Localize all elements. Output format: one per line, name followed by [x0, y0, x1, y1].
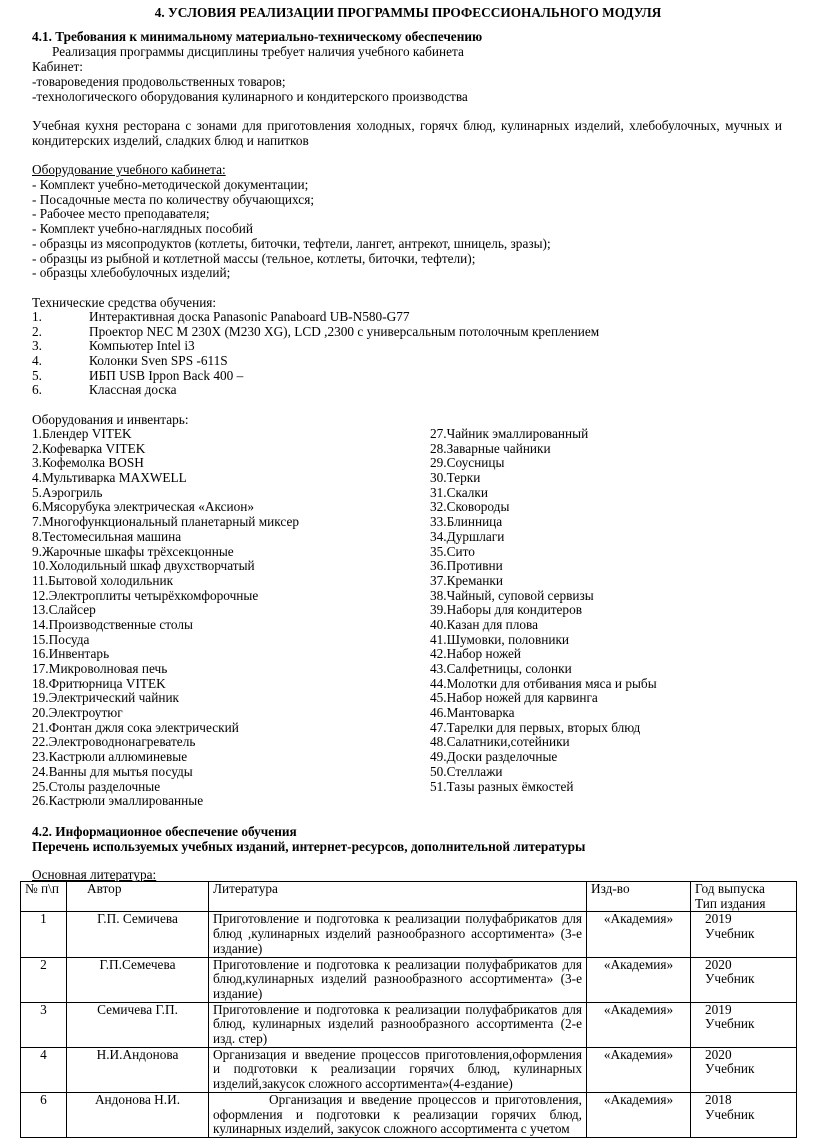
list-item: 29.Соусницы — [430, 455, 505, 471]
cell-edition-type: Учебник — [705, 1016, 755, 1032]
section-4-1-heading: 4.1. Требования к минимальному материально-техническому обеспечению — [32, 29, 483, 44]
cell-publisher: «Академия» — [587, 912, 691, 957]
list-text: Колонки Sven SPS -611S — [89, 353, 228, 369]
header-literature: Литература — [209, 882, 587, 912]
table-row — [21, 1002, 797, 1047]
page-title: 4. УСЛОВИЯ РЕАЛИЗАЦИИ ПРОГРАММЫ ПРОФЕССИОНАЛЬНОГО МОДУЛЯ — [154, 5, 662, 20]
list-item: 11.Бытовой холодильник — [32, 572, 174, 588]
cell-num: 6 — [21, 1092, 67, 1137]
cell-year — [691, 1092, 797, 1137]
list-item: 50.Стеллажи — [430, 763, 503, 779]
list-item: 30.Терки — [430, 470, 481, 486]
header-year-line2: Тип издания — [695, 895, 766, 911]
list-item: 4.Мультиварка MAXWELL — [32, 470, 187, 486]
cell-author: Андонова Н.И. — [67, 1092, 209, 1137]
list-item: 40.Казан для плова — [430, 616, 539, 632]
list-text: ИБП USB Ippon Back 400 – — [89, 367, 244, 383]
list-number: 5. — [32, 367, 42, 383]
list-item: 45.Набор ножей для карвинга — [430, 690, 598, 706]
kitchen-text: Учебная кухня ресторана с зонами для приготовления холодных, горячх блюд, кулинарных изделий, хлебобулочных, мучных и кондитерских изделий, сладких блюд и напитков — [32, 118, 782, 148]
cell-num: 4 — [21, 1047, 67, 1092]
list-item: 38.Чайный, суповой сервизы — [430, 587, 594, 603]
list-item — [32, 339, 599, 354]
cell-year-value: 2019 — [705, 1001, 732, 1017]
list-item: 18.Фритюрница VITEK — [32, 675, 166, 691]
list-text: Компьютер Intel i3 — [89, 338, 195, 354]
cell-publisher: «Академия» — [587, 1047, 691, 1092]
cell-publisher: «Академия» — [587, 957, 691, 1002]
header-author: Автор — [67, 882, 209, 912]
list-item: - Рабочее место преподавателя; — [32, 206, 210, 222]
equipment-heading: Оборудование учебного кабинета: — [32, 162, 226, 177]
list-item: 31.Скалки — [430, 484, 488, 500]
tech-heading: Технические средства обучения: — [32, 295, 217, 310]
cabinet-item: -технологического оборудования кулинарного и кондитерского производства — [32, 89, 468, 104]
list-number: 6. — [32, 382, 42, 398]
list-item: 44.Молотки для отбивания мяса и рыбы — [430, 675, 657, 691]
cabinet-item: -товароведения продовольственных товаров; — [32, 74, 286, 89]
table-row — [21, 1092, 797, 1137]
list-item — [32, 383, 599, 398]
list-item: - образцы хлебобулочных изделий; — [32, 265, 231, 281]
list-item: 17.Микроволновая печь — [32, 661, 168, 676]
inventory-left-column — [32, 427, 299, 809]
list-item: - Комплект учебно-методической документации; — [32, 177, 309, 192]
list-item: 22.Электроводнонагреватель — [32, 734, 196, 750]
cell-num: 2 — [21, 957, 67, 1002]
list-item: - Комплект учебно-наглядных пособий — [32, 221, 254, 237]
tech-list — [32, 310, 599, 398]
list-number: 1. — [32, 309, 42, 324]
literature-table — [20, 881, 797, 1138]
list-item — [32, 369, 599, 384]
list-item: 42.Набор ножей — [430, 646, 521, 662]
list-item: 37.Креманки — [430, 572, 503, 588]
list-item — [32, 325, 599, 340]
table-row — [21, 1047, 797, 1092]
intro-text: Реализация программы дисциплины требует наличия учебного кабинета — [52, 44, 464, 59]
list-item: 39.Наборы для кондитеров — [430, 602, 583, 618]
equipment-list — [32, 178, 551, 281]
list-item: 20.Электроутюг — [32, 705, 123, 721]
table-row — [21, 957, 797, 1002]
cell-author: Г.П.Семечева — [67, 957, 209, 1002]
list-item: 7.Многофункциональный планетарный миксер — [32, 514, 300, 530]
list-item: 51.Тазы разных ёмкостей — [430, 778, 574, 794]
list-text: Классная доска — [89, 382, 177, 398]
list-number: 3. — [32, 338, 42, 354]
header-year-line1: Год выпуска — [695, 881, 765, 896]
cell-publisher: «Академия» — [587, 1002, 691, 1047]
list-item: 5.Аэрогриль — [32, 484, 103, 500]
list-item: 19.Электрический чайник — [32, 690, 180, 706]
list-item: 15.Посуда — [32, 631, 90, 647]
list-item: 23.Кастрюли аллюминевые — [32, 749, 188, 765]
table-row — [21, 912, 797, 957]
list-item: 8.Тестомесильная машина — [32, 528, 182, 544]
list-number: 2. — [32, 323, 42, 339]
list-item: 3.Кофемолка BOSH — [32, 455, 144, 471]
header-year — [691, 882, 797, 912]
list-item: - Посадочные места по количеству обучающихся; — [32, 191, 315, 207]
inventory-heading: Оборудования и инвентарь: — [32, 412, 189, 427]
list-item: 13.Слайсер — [32, 602, 96, 618]
cell-year — [691, 957, 797, 1002]
cell-author: Г.П. Семичева — [67, 912, 209, 957]
list-item: 2.Кофеварка VITEK — [32, 440, 146, 456]
list-item: 14.Производственные столы — [32, 616, 193, 632]
list-text: Интерактивная доска Panasonic Panaboard UB-N580-G77 — [89, 309, 410, 324]
list-item: 43.Салфетницы, солонки — [430, 661, 572, 676]
list-item: - образцы из рыбной и котлетной массы (тельное, котлеты, биточки, тефтели); — [32, 250, 476, 266]
list-item: 24.Ванны для мытья посуды — [32, 763, 193, 779]
cell-literature: Организация и введение процессов приготовления,оформления и подготовки к реализации горячих блюд, кулинарных изделий,закусок сложного ассортимента»(4-ездание) — [209, 1047, 587, 1092]
cell-edition-type: Учебник — [705, 1106, 755, 1122]
header-num: № п\п — [21, 882, 67, 912]
cell-literature: Приготовление и подготовка к реализации полуфабрикатов для блюд,кулинарных изделий разнообразного ассортимента» (3-е издание) — [209, 957, 587, 1002]
cell-year — [691, 1002, 797, 1047]
list-item: 1.Блендер VITEK — [32, 426, 132, 441]
section-4-2-heading: 4.2. Информационное обеспечение обучения — [32, 824, 297, 839]
basic-literature-label: Основная литература: — [32, 867, 157, 882]
list-item: 10.Холодильный шкаф двухстворчатый — [32, 558, 255, 574]
list-item: 48.Салатники,сотейники — [430, 734, 570, 750]
list-item: 33.Блинница — [430, 514, 503, 530]
cell-edition-type: Учебник — [705, 971, 755, 987]
list-text: Проектор NEC M 230X (M230 XG), LCD ,2300 с универсальным потолочным креплением — [89, 323, 600, 339]
list-item: 47.Тарелки для первых, вторых блюд — [430, 719, 641, 735]
list-item: 34.Дуршлаги — [430, 528, 505, 544]
cell-literature: Приготовление и подготовка к реализации полуфабрикатов для блюд ,кулинарных изделий разнообразного ассортимента» (3-е издание) — [209, 912, 587, 957]
list-item: 36.Противни — [430, 558, 503, 574]
list-item: 27.Чайник эмаллированный — [430, 426, 589, 441]
list-item — [32, 310, 599, 325]
cell-author: Н.И.Андонова — [67, 1047, 209, 1092]
list-item: 25.Столы разделочные — [32, 778, 161, 794]
list-item: 12.Электроплиты четырёхкомфорочные — [32, 587, 259, 603]
cell-author: Семичева Г.П. — [67, 1002, 209, 1047]
header-publisher: Изд-во — [587, 882, 691, 912]
inventory-right-column — [430, 427, 657, 794]
list-item: 41.Шумовки, половники — [430, 631, 570, 647]
list-number: 4. — [32, 353, 42, 369]
list-item: - образцы из мясопродуктов (котлеты, биточки, тефтели, лангет, антрекот, шницель, зразы); — [32, 235, 551, 251]
list-item: 9.Жарочные шкафы трёхсекцонные — [32, 543, 234, 559]
cell-year-value: 2018 — [705, 1091, 732, 1107]
list-item: 16.Инвентарь — [32, 646, 110, 662]
table-header-row — [21, 882, 797, 912]
list-item: 21.Фонтан джля сока электрический — [32, 719, 239, 735]
list-item: 28.Заварные чайники — [430, 440, 551, 456]
list-item: 35.Сито — [430, 543, 475, 559]
cell-year-value: 2020 — [705, 1046, 732, 1062]
section-4-2-subheading: Перечень используемых учебных изданий, интернет-ресурсов, дополнительной литературы — [32, 839, 586, 854]
list-item: 32.Сковороды — [430, 499, 510, 515]
cell-literature: Организация и введение процессов и приготовления, оформления и подготовки к реализации горячих блюд, кулинарных изделий, закусок сложного ассортимента с учетом — [209, 1092, 587, 1137]
cell-year — [691, 1047, 797, 1092]
list-item: 6.Мясорубука электрическая «Аксион» — [32, 499, 255, 515]
list-item — [32, 354, 599, 369]
cell-literature: Приготовление и подготовка к реализации полуфабрикатов для блюд, кулинарных изделий разнообразного ассортимента (2-е изд. стер) — [209, 1002, 587, 1047]
list-item: 49.Доски разделочные — [430, 749, 558, 765]
cell-edition-type: Учебник — [705, 1061, 755, 1077]
cabinet-label: Кабинет: — [32, 59, 83, 74]
cell-year-value: 2020 — [705, 956, 732, 972]
cell-num: 3 — [21, 1002, 67, 1047]
cell-publisher: «Академия» — [587, 1092, 691, 1137]
cell-year — [691, 912, 797, 957]
cell-year-value: 2019 — [705, 911, 732, 927]
cell-num: 1 — [21, 912, 67, 957]
list-item: 26.Кастрюли эмаллированные — [32, 793, 204, 809]
cell-edition-type: Учебник — [705, 926, 755, 942]
list-item: 46.Мантоварка — [430, 705, 515, 721]
